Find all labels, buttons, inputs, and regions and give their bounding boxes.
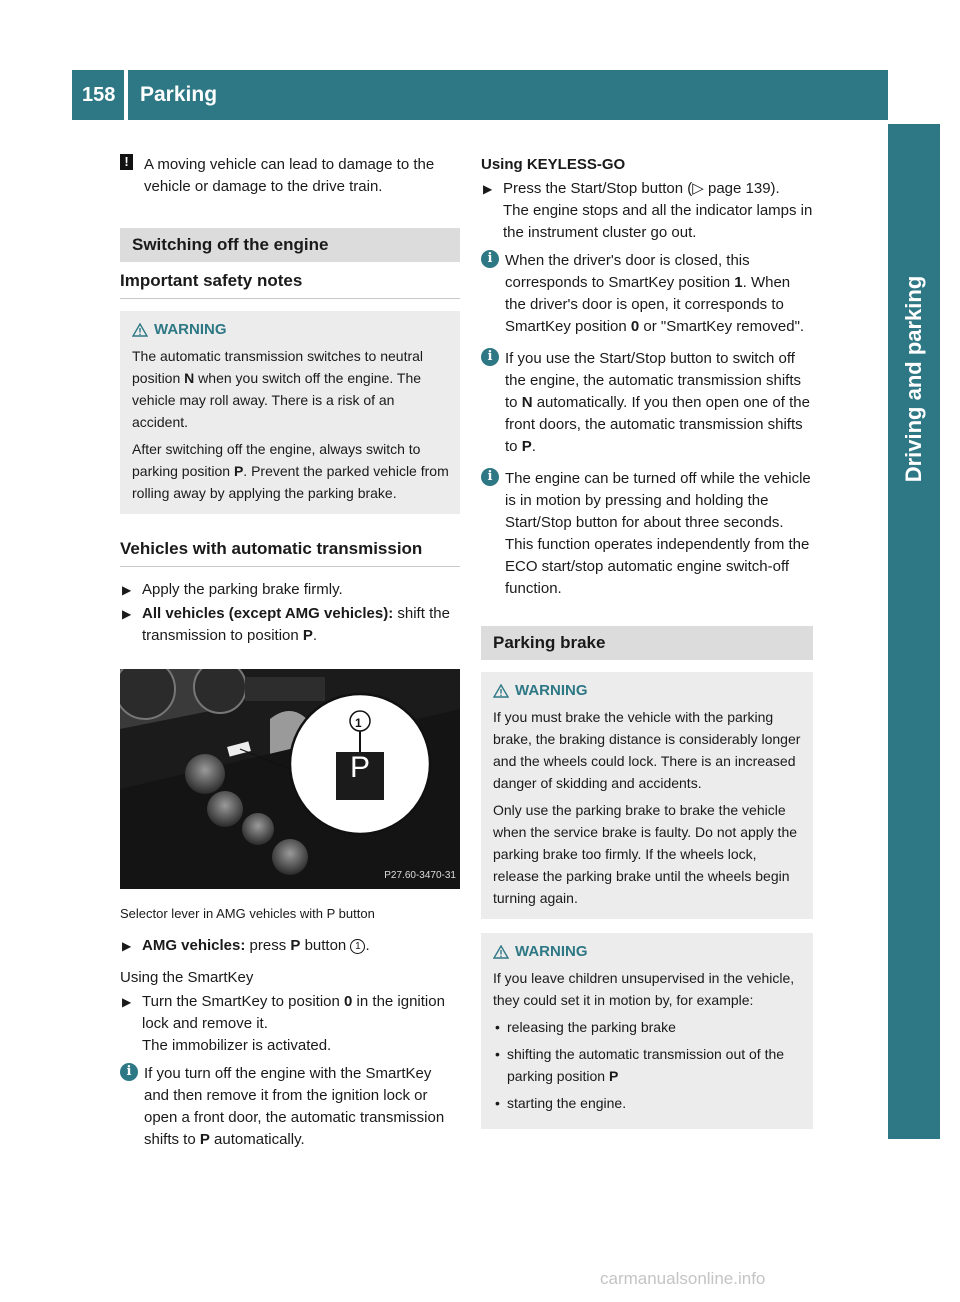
info-note: i If you use the Start/Stop button to switch off the engine, the automatic transmission shifts to N automatically. If you then open one of the front doors, the automatic transmission shifts to P. [481,348,813,458]
instruction-step: ▶ Turn the SmartKey to position 0 in the ignition lock and remove it. The immobilizer is activated. [122,993,445,1054]
instruction-step: ▶ Press the Start/Stop button (▷ page 139). The engine stops and all the indicator lamps in the instrument cluster go out. [483,180,813,241]
left-column [120,154,460,1157]
warning-triangle-icon [493,684,509,698]
watermark: carmanualsonline.info [600,1269,766,1288]
info-icon: i [481,348,499,366]
info-note: i The engine can be turned off while the vehicle is in motion by pressing and holding the Start/Stop button for about three seconds. This function operates independently from the ECO start/stop automatic engine switch-off function. [481,468,813,600]
step-arrow-icon: ▶ [122,583,132,597]
callout-one-icon: 1 [350,939,365,954]
warning-bullet-list [493,1016,803,1114]
warning-paragraph: If you leave children unsupervised in the vehicle, they could set it in motion by, for example: [493,970,795,1008]
safety-notes-heading: Important safety notes [120,270,460,299]
section-switching-off: Switching off the engine [120,228,460,262]
section-parking-brake: Parking brake [481,626,813,660]
warning-triangle-icon [132,323,148,337]
instruction-step: ▶ AMG vehicles: press P button 1 . [120,935,460,957]
warning-box-parking-brake [481,672,813,919]
list-item: • shifting the automatic transmission out of the parking position P [493,1043,803,1087]
smartkey-heading: Using the SmartKey [120,969,254,986]
chapter-label: Driving and parking [901,275,926,483]
warning-paragraph: Only use the parking brake to brake the vehicle when the service brake is faulty. Do not apply the parking brake too firmly. If the wheels lock, release the parking brake until the wheels begin turning again. [493,802,798,906]
chapter-side-tab [888,124,940,1139]
selector-lever-photo [120,669,460,889]
automatic-transmission-heading: Vehicles with automatic transmission [120,538,460,567]
p-button-label: P [350,751,371,784]
step-arrow-icon: ▶ [122,607,132,621]
warning-paragraph: If you must brake the vehicle with the parking brake, the braking distance is considerably longer and the wheels could lock. There is an increased danger of skidding and accidents. [493,709,801,791]
list-item: • releasing the parking brake [493,1016,803,1038]
step-arrow-icon: ▶ [483,182,493,196]
warning-header: WARNING [132,319,450,341]
warning-paragraph: The automatic transmission switches to neutral position N when you switch off the engine. The vehicle may roll away. There is a risk of an accident. [132,348,424,430]
warning-header: WARNING [493,941,803,963]
figure-reference: P27.60-3470-31 [384,870,456,881]
warning-paragraph: After switching off the engine, always switch to parking position P. Prevent the parked vehicle from rolling away by applying the parking brake. [132,441,449,501]
figure-caption: Selector lever in AMG vehicles with P button [120,906,375,921]
keyless-go-heading: Using KEYLESS-GO [481,156,626,173]
info-icon: i [481,250,499,268]
warning-triangle-icon [493,945,509,959]
page-ref-arrow-icon: ▷ [692,180,704,197]
selector-lever-illustration [120,669,460,889]
info-note: i If you turn off the engine with the SmartKey and then remove it from the ignition lock or open a front door, the automatic transmission shifts to P automatically. [120,1063,460,1151]
exclamation-icon: ! [120,154,133,170]
info-icon: i [120,1063,138,1081]
warning-box-children [481,933,813,1129]
info-note: i When the driver's door is closed, this corresponds to SmartKey position 1. When the driver's door is open, it corresponds to SmartKey position 0 or "SmartKey removed". [481,250,813,338]
step-arrow-icon: ▶ [122,939,132,953]
instruction-step: ▶ All vehicles (except AMG vehicles): shift the transmission to position P. [122,605,450,644]
instruction-step: ▶ Apply the parking brake firmly. [120,579,460,601]
info-icon: i [481,468,499,486]
page-number: 158 [72,70,124,120]
warning-box-transmission [120,311,460,514]
callout-number: 1 [355,716,362,730]
right-column [481,154,813,1143]
warning-header: WARNING [493,680,803,702]
list-item: • starting the engine. [493,1092,803,1114]
step-arrow-icon: ▶ [122,995,132,1009]
page-title: Parking [128,70,888,120]
caution-note: ! A moving vehicle can lead to damage to the vehicle or damage to the drive train. [120,154,460,198]
